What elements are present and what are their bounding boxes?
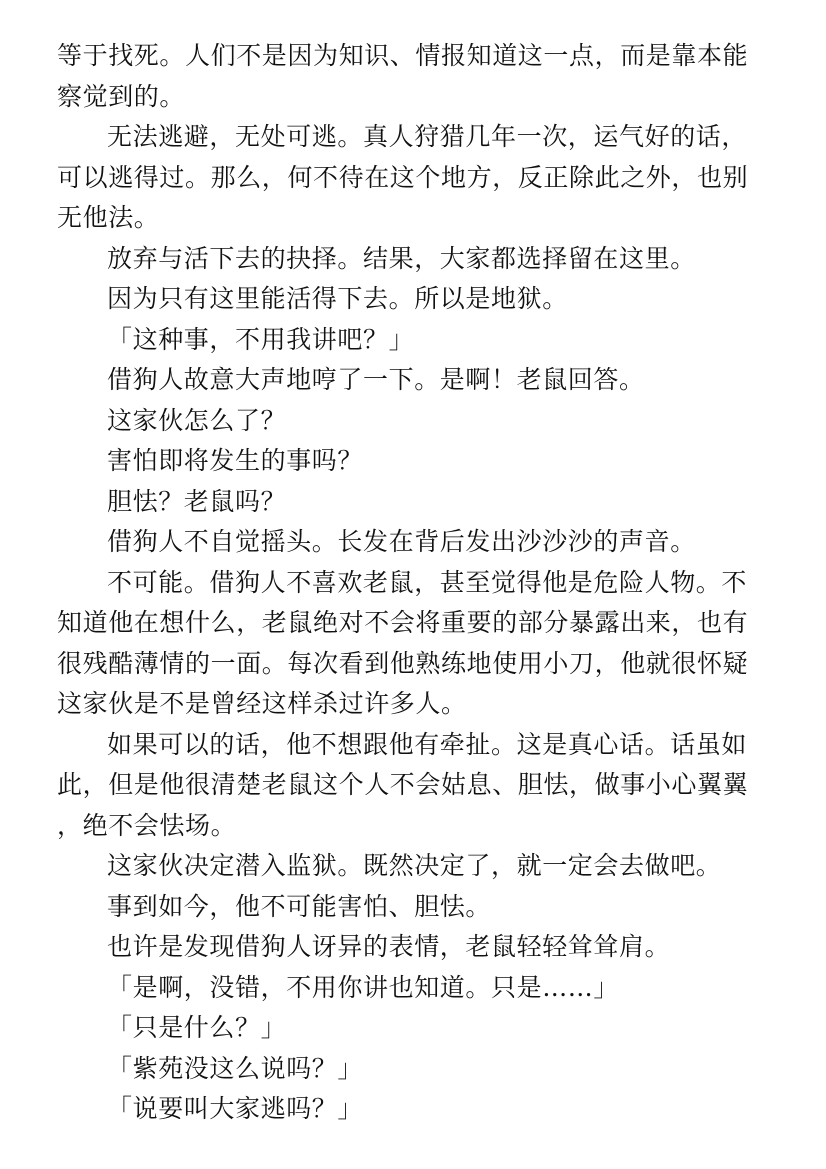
paragraph: 放弃与活下去的抉择。结果，大家都选择留在这里。	[107, 243, 696, 273]
dialogue-line: 「紫苑没这么说吗？」	[107, 1053, 364, 1083]
dialogue-line: 「说要叫大家逃吗？」	[107, 1094, 364, 1123]
paragraph: 如果可以的话，他不想跟他有牵扯。这是真心话。话虽如此，但是他很清楚老鼠这个人不会姑息、胆怯，做事小心翼翼，绝不会怯场。	[57, 729, 749, 840]
dialogue-line: 「是啊，没错，不用你讲也知道。只是……」	[107, 972, 620, 1002]
paragraph: 害怕即将发生的事吗？	[107, 446, 364, 475]
paragraph: 不可能。借狗人不喜欢老鼠，甚至觉得他是危险人物。不知道他在想什么，老鼠绝对不会将重要的部分暴露出来，也有很残酷薄情的一面。每次看到他熟练地使用小刀，他就很怀疑这家伙是不是曾经这样杀过许多人。	[57, 567, 749, 718]
paragraph: 也许是发现借狗人讶异的表情，老鼠轻轻耸耸肩。	[107, 932, 671, 961]
dialogue-line: 「只是什么？」	[107, 1013, 287, 1042]
dialogue-line: 「这种事，不用我讲吧？」	[107, 324, 415, 354]
paragraph: 事到如今，他不可能害怕、胆怯。	[107, 891, 492, 921]
paragraph: 这家伙怎么了？	[107, 405, 287, 435]
paragraph: 因为只有这里能活得下去。所以是地狱。	[107, 284, 568, 313]
paragraph: 借狗人故意大声地哼了一下。是啊！老鼠回答。	[107, 365, 645, 394]
page-body-text	[57, 36, 757, 1130]
paragraph: 等于找死。人们不是因为知识、情报知道这一点，而是靠本能察觉到的。	[57, 41, 749, 111]
paragraph: 这家伙决定潜入监狱。既然决定了，就一定会去做吧。	[107, 851, 722, 880]
paragraph: 胆怯？老鼠吗？	[107, 486, 287, 516]
paragraph: 无法逃避，无处可逃。真人狩猎几年一次，运气好的话，可以逃得过。那么，何不待在这个地方，反正除此之外，也别无他法。	[57, 122, 749, 232]
paragraph: 借狗人不自觉摇头。长发在背后发出沙沙沙的声音。	[107, 527, 696, 556]
